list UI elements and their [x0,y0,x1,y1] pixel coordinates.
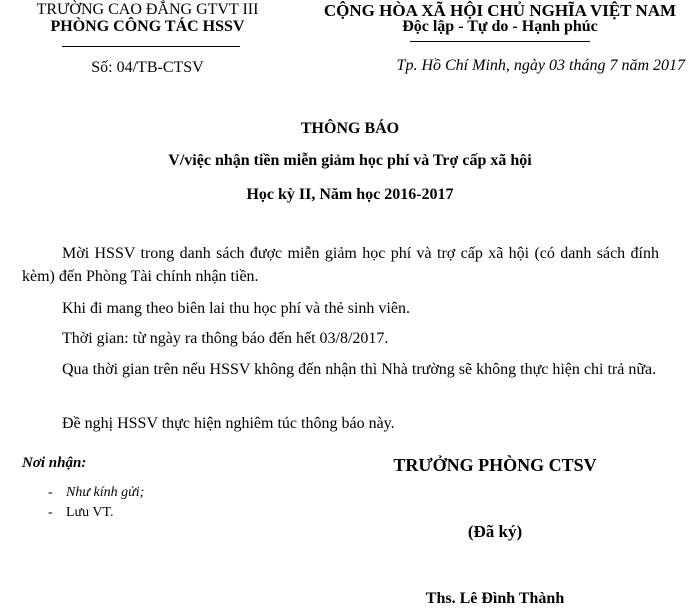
document-number: Số: 04/TB-CTSV [91,59,204,76]
left-header-divider [62,46,240,47]
body-paragraph-4: Qua thời gian trên nếu HSSV không đến nhận thì Nhà trường sẽ không thực hiện chi trả nữa. [62,361,657,378]
body-paragraph-2: Khi đi mang theo biên lai thu học phí và thẻ sinh viên. [62,300,410,317]
signer-name: Ths. Lê Đình Thành [425,590,565,607]
date-line: Tp. Hồ Chí Minh, ngày 03 tháng 7 năm 2017 [396,57,685,74]
document-subject: V/việc nhận tiền miễn giảm học phí và Trợ cấp xã hội [168,152,532,169]
signature-title: TRƯỞNG PHÒNG CTSV [393,455,597,475]
body-paragraph-5: Đề nghị HSSV thực hiện nghiêm túc thông báo này. [62,415,395,432]
recipient-item: - Lưu VT. [48,505,114,520]
document-title: THÔNG BÁO [300,120,400,137]
document-semester: Học kỳ II, Năm học 2016-2017 [246,186,454,203]
recipient-text: Lưu VT. [66,505,114,520]
department-name: PHÒNG CÔNG TÁC HSSV [50,18,245,35]
signed-note: (Đã ký) [467,522,523,541]
body-paragraph-3: Thời gian: từ ngày ra thông báo đến hết 03/8/2017. [62,330,389,347]
right-header-divider [410,41,590,42]
recipient-text: Như kính gửi; [66,485,145,500]
national-title: CỘNG HÒA XÃ HỘI CHỦ NGHĨA VIỆT NAM [323,1,677,20]
body-paragraph-1: Mời HSSV trong danh sách được miễn giảm học phí và trợ cấp xã hội (có danh sách đính kèm) đến Phòng Tài chính nhận tiền. [22,245,659,285]
national-motto: Độc lập - Tự do - Hạnh phúc [402,18,598,35]
school-name: TRƯỜNG CAO ĐẲNG GTVT III [36,1,259,18]
recipients-label: Nơi nhận: [22,455,87,471]
recipient-item: - Như kính gửi; [48,485,145,500]
